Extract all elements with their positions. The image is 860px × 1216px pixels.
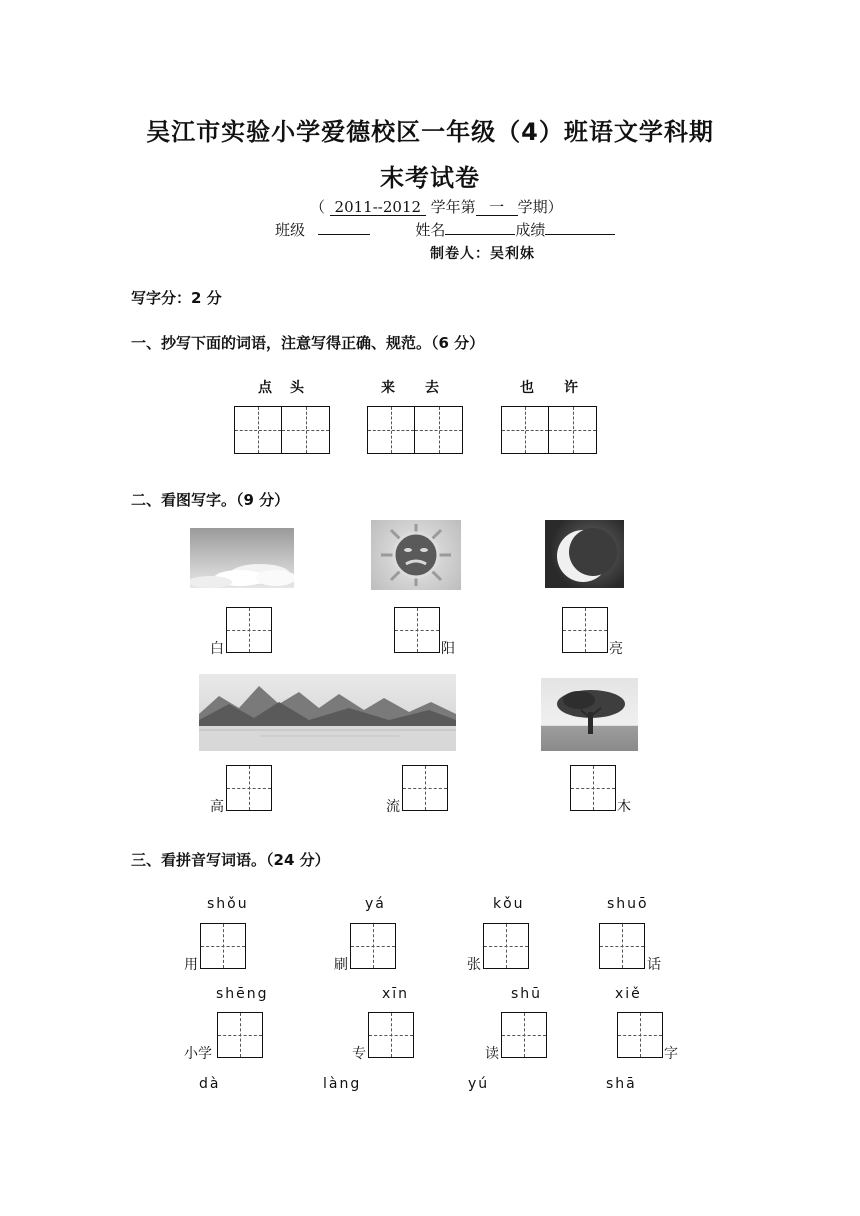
picture-char-before-5: 流 [386, 799, 400, 815]
writing-cell[interactable] [282, 406, 330, 454]
copy-grid-1[interactable] [234, 406, 330, 454]
writing-cell[interactable] [599, 923, 645, 969]
score-field[interactable] [545, 234, 615, 235]
clouds-picture-svg [190, 528, 294, 588]
exam-title-line2: 末考试卷 [380, 164, 480, 192]
picture-grid-3[interactable] [562, 607, 608, 653]
pinyin-grid-5[interactable] [217, 1012, 263, 1058]
pinyin-2: yá [365, 896, 386, 912]
class-label: 班级 [275, 221, 306, 239]
pinyin-5: shēng [216, 986, 269, 1002]
pinyin-grid-1[interactable] [200, 923, 246, 969]
writing-cell[interactable] [501, 1012, 547, 1058]
handwriting-score-label: 写字分：2 分 [131, 289, 222, 307]
picture-grid-6[interactable] [570, 765, 616, 811]
word-before-2: 刷 [334, 957, 348, 973]
score-label: 成绩 [515, 221, 546, 239]
picture-char-before-1: 白 [210, 641, 224, 657]
term-value: 一 [476, 199, 518, 216]
word-after-4: 话 [647, 957, 661, 973]
moon-picture [545, 520, 624, 588]
writing-cell[interactable] [350, 923, 396, 969]
word-after-8: 字 [664, 1046, 678, 1062]
pinyin-8: xiě [615, 986, 642, 1002]
pinyin-4: shuō [607, 896, 649, 912]
picture-char-after-6: 木 [617, 799, 631, 815]
writing-cell[interactable] [617, 1012, 663, 1058]
pinyin-grid-6[interactable] [368, 1012, 414, 1058]
picture-char-before-4: 高 [210, 799, 224, 815]
mountains-river-picture [199, 674, 456, 751]
pinyin-grid-8[interactable] [617, 1012, 663, 1058]
picture-char-after-2: 阳 [441, 641, 455, 657]
tree-picture [541, 678, 638, 751]
copy-word-3-label: 也 许 [520, 380, 578, 396]
school-year-value: 2011--2012 [330, 199, 426, 216]
pinyin-1: shǒu [207, 896, 249, 912]
word-before-5: 小学 [184, 1046, 212, 1062]
moon-picture-svg [545, 520, 624, 588]
writing-cell[interactable] [562, 607, 608, 653]
pinyin-3: kǒu [493, 896, 525, 912]
copy-word-2-label: 来 去 [381, 380, 439, 396]
name-label: 姓名 [415, 221, 446, 239]
author-line: 制卷人：吴利妹 [430, 246, 535, 262]
word-before-7: 读 [485, 1046, 499, 1062]
writing-cell[interactable] [570, 765, 616, 811]
writing-cell[interactable] [415, 406, 463, 454]
sun-picture-svg [371, 520, 461, 590]
pinyin-grid-3[interactable] [483, 923, 529, 969]
writing-cell[interactable] [234, 406, 282, 454]
writing-cell[interactable] [226, 765, 272, 811]
section-1-heading: 一、抄写下面的词语，注意写得正确、规范。（6 分） [131, 334, 485, 352]
tree-picture-svg [541, 678, 638, 751]
writing-cell[interactable] [483, 923, 529, 969]
section-3-heading: 三、看拼音写词语。（24 分） [131, 851, 330, 869]
mountains-river-picture-svg [199, 674, 456, 751]
writing-cell[interactable] [402, 765, 448, 811]
student-info-line [275, 219, 615, 240]
name-field[interactable] [445, 234, 515, 235]
word-before-3: 张 [467, 957, 481, 973]
copy-word-1-label: 点 头 [258, 380, 304, 396]
pinyin-6: xīn [382, 986, 410, 1002]
school-year-line: （ 2011--2012 学年第 一 学期） [310, 198, 563, 216]
writing-cell[interactable] [368, 1012, 414, 1058]
writing-cell[interactable] [217, 1012, 263, 1058]
word-before-6: 专 [352, 1046, 366, 1062]
sun-picture [371, 520, 461, 590]
picture-grid-1[interactable] [226, 607, 272, 653]
section-2-heading: 二、看图写字。（9 分） [131, 491, 290, 509]
writing-cell[interactable] [394, 607, 440, 653]
copy-grid-2[interactable] [367, 406, 463, 454]
pinyin-12: shā [606, 1076, 637, 1092]
picture-grid-2[interactable] [394, 607, 440, 653]
writing-cell[interactable] [501, 406, 549, 454]
pinyin-9: dà [199, 1076, 221, 1092]
pinyin-11: yú [468, 1076, 490, 1092]
pinyin-10: làng [323, 1076, 362, 1092]
exam-title-line1: 吴江市实验小学爱德校区一年级（4）班语文学科期 [146, 118, 714, 146]
pinyin-grid-2[interactable] [350, 923, 396, 969]
writing-cell[interactable] [226, 607, 272, 653]
writing-cell[interactable] [200, 923, 246, 969]
class-field[interactable] [318, 234, 370, 235]
writing-cell[interactable] [367, 406, 415, 454]
pinyin-grid-7[interactable] [501, 1012, 547, 1058]
writing-cell[interactable] [549, 406, 597, 454]
pinyin-7: shū [511, 986, 543, 1002]
picture-char-after-3: 亮 [609, 641, 623, 657]
picture-grid-4[interactable] [226, 765, 272, 811]
pinyin-grid-4[interactable] [599, 923, 645, 969]
picture-grid-5[interactable] [402, 765, 448, 811]
word-before-1: 用 [184, 957, 198, 973]
copy-grid-3[interactable] [501, 406, 597, 454]
clouds-picture [190, 528, 294, 588]
